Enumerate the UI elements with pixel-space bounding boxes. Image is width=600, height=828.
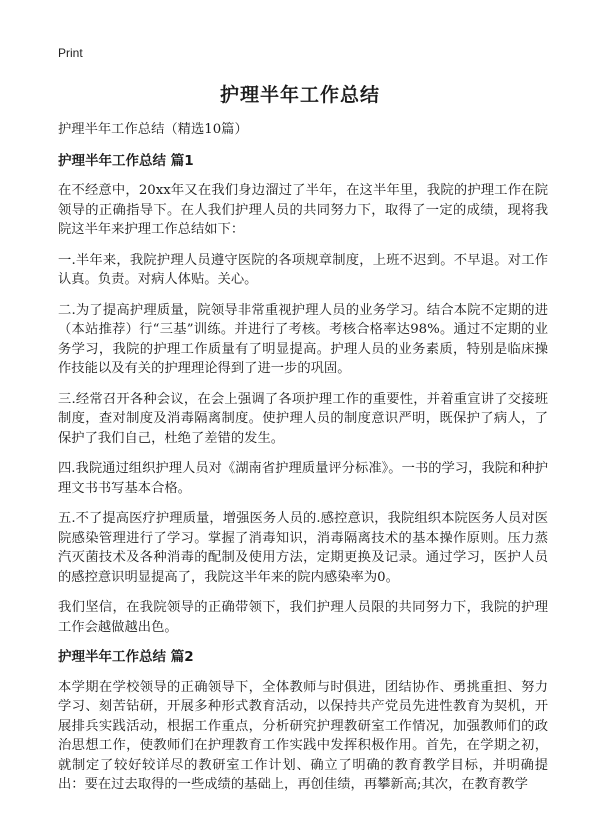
paragraph: 二.为了提高护理质量，院领导非常重视护理人员的业务学习。结合本院不定期的进（本站推荐）行“三基”训练。并进行了考核。考核合格率达98%。通过不定期的业务学习，我院的护理工作质量有了明显提高。护理人员的业务素质，特别是临床操作技能以及有关的护理理论得到了进一步的巩固。 (58, 302, 548, 376)
paragraph: 我们坚信，在我院领导的正确带领下，我们护理人员限的共同努力下，我院的护理工作会越做越出色。 (58, 600, 548, 635)
section-2 (58, 648, 548, 795)
section-1 (58, 152, 548, 638)
paragraph: 一.半年来，我院护理人员遵守医院的各项规章制度，上班不迟到。不早退。对工作认真。负责。对病人体贴。关心。 (58, 252, 548, 287)
paragraph: 本学期在学校领导的正确领导下，全体教师与时俱进，团结协作、勇挑重担、努力学习、刻苦钻研，开展多种形式教育活动，以保持共产党员先进性教育为契机，开展排兵实践活动，根据工作重点，分析研究护理教研室工作情况，加强教师们的政治思想工作，使教师们在护理教育工作实践中发挥积极作用。首先，在学期之初，就制定了较好较详尽的教研室工作计划、确立了明确的教育教学目标，并明确提出：要在过去取得的一些成绩的基础上，再创佳绩，再攀新高;其次，在教育教学 (58, 679, 548, 792)
paragraph: 五.不了提高医疗护理质量，增强医务人员的.感控意识，我院组织本院医务人员对医院感染管理进行了学习。掌握了消毒知识，消毒隔离技术的基本操作原则。压力蒸汽灭菌技术及各种消毒的配制及使用方法，定期更换及记录。通过学习，医护人员的感控意识明显提高了，我院这半年来的院内感染率为0。 (58, 511, 548, 585)
document-title: 护理半年工作总结 (219, 84, 380, 106)
paragraph: 三.经常召开各种会议，在会上强调了各项护理工作的重要性，并着重宣讲了交接班制度，查对制度及消毒隔离制度。使护理人员的制度意识严明，既保护了病人，了保护了我们自己，杜绝了差错的发生。 (58, 391, 548, 446)
section-heading: 护理半年工作总结 篇1 (58, 152, 194, 169)
paragraph: 在不经意中，20xx年又在我们身边溜过了半年，在这半年里，我院的护理工作在院领导的正确指导下。在人我们护理人员的共同努力下，取得了一定的成绩，现将我院这半年来护理工作总结如下： (58, 183, 548, 237)
document-content (58, 120, 548, 806)
section-heading: 护理半年工作总结 篇2 (58, 649, 194, 665)
print-link[interactable]: Print (58, 46, 83, 60)
paragraph: 四.我院通过组织护理人员对《湖南省护理质量评分标准》。一书的学习，我院和种护理文书书写基本合格。 (58, 461, 548, 496)
document-subtitle: 护理半年工作总结（精选10篇） (58, 122, 248, 137)
